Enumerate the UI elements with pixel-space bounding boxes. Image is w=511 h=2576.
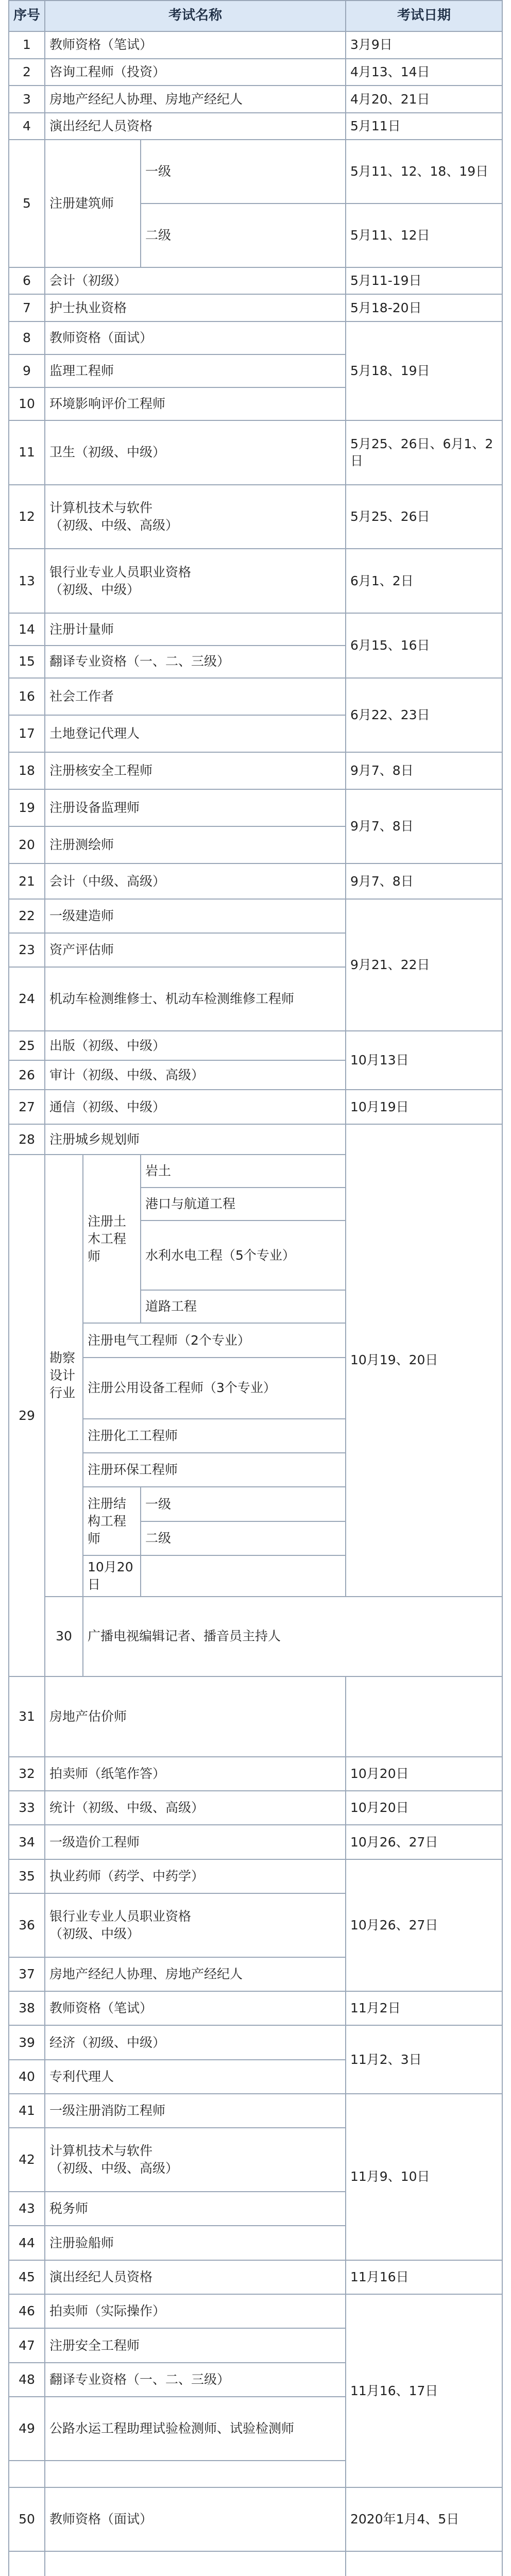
serial-cell: 26 — [9, 1060, 45, 1090]
exam-name-cell: 会计（初级） — [45, 267, 346, 295]
exam-name-cell: 注册核安全工程师 — [45, 752, 346, 789]
exam-date-cell: 6月22、23日 — [346, 678, 502, 752]
serial-cell: 14 — [9, 613, 45, 646]
serial-cell: 44 — [9, 2226, 45, 2260]
exam-date-cell: 11月16、17日 — [346, 2294, 502, 2487]
serial-cell: 18 — [9, 752, 45, 789]
serial-cell — [9, 2461, 45, 2488]
exam-date-cell: 9月7、8日 — [346, 863, 502, 899]
exam-name-cell: 注册设备监理师 — [45, 789, 346, 826]
serial-cell: 47 — [9, 2328, 45, 2362]
serial-cell: 31 — [9, 1676, 45, 1757]
serial-cell: 6 — [9, 267, 45, 295]
table-row — [9, 321, 502, 354]
table-row — [9, 59, 502, 86]
exam-date-cell: 9月7、8日 — [346, 752, 502, 789]
table-row — [9, 2260, 502, 2294]
exam-schedule-table — [8, 0, 503, 2576]
serial-cell: 35 — [9, 1859, 45, 1893]
exam-date-cell: 5月11、12、18、19日 — [346, 140, 502, 204]
exam-name-cell: 注册结构工程师 — [83, 1487, 141, 1555]
exam-date-cell: 2020年1月4、5日 — [346, 2487, 502, 2551]
serial-cell: 16 — [9, 678, 45, 715]
exam-name-cell: 会计（中级、高级） — [45, 863, 346, 899]
exam-name-cell: 经济（初级、中级） — [45, 2025, 346, 2059]
exam-date-cell: 6月1、2日 — [346, 549, 502, 613]
exam-name-cell: 计算机技术与软件 （初级、中级、高级） — [45, 485, 346, 549]
exam-date-cell: 5月25、26日 — [346, 485, 502, 549]
exam-date-cell: 10月20日 — [83, 1555, 141, 1597]
exam-name-cell: 演出经纪人员资格 — [45, 2260, 346, 2294]
table-row — [9, 1090, 502, 1124]
serial-cell: 2 — [9, 59, 45, 86]
exam-date-cell: 5月18、19日 — [346, 321, 502, 420]
exam-name-cell: 二级 — [141, 204, 346, 267]
table-row — [9, 863, 502, 899]
serial-cell: 11 — [9, 420, 45, 485]
exam-name-cell: 房地产经纪人协理、房地产经纪人 — [45, 86, 346, 113]
exam-date-cell — [346, 2551, 502, 2576]
exam-name-cell: 教师资格（面试） — [45, 321, 346, 354]
exam-name-cell: 注册电气工程师（2个专业） — [83, 1323, 346, 1357]
serial-cell: 19 — [9, 789, 45, 826]
header-row — [9, 1, 502, 31]
exam-name-cell — [45, 2461, 346, 2488]
serial-cell: 13 — [9, 549, 45, 613]
table-row — [9, 1791, 502, 1825]
exam-name-cell: 勘察设计行业 — [45, 1155, 83, 1596]
exam-name-cell: 注册城乡规划师 — [45, 1124, 346, 1155]
serial-cell: 50 — [9, 2487, 45, 2551]
serial-cell: 49 — [9, 2397, 45, 2461]
exam-name-cell: 咨询工程师（投资） — [45, 59, 346, 86]
table-row — [9, 549, 502, 613]
serial-cell: 10 — [9, 387, 45, 420]
exam-name-cell: 一级注册消防工程师 — [45, 2094, 346, 2128]
serial-cell — [9, 2551, 45, 2576]
exam-date-cell: 10月26、27日 — [346, 1859, 502, 1991]
exam-date-cell: 4月13、14日 — [346, 59, 502, 86]
serial-cell: 38 — [9, 1991, 45, 2025]
serial-cell: 48 — [9, 2363, 45, 2397]
table-body — [9, 31, 502, 2576]
table-row — [9, 2025, 502, 2059]
serial-cell: 20 — [9, 826, 45, 863]
table-row — [9, 2294, 502, 2328]
exam-date-cell: 10月20日 — [346, 1791, 502, 1825]
exam-date-cell: 11月2日 — [346, 1991, 502, 2025]
exam-name-cell: 拍卖师（实际操作） — [45, 2294, 346, 2328]
table-row — [9, 613, 502, 646]
exam-name-cell: 环境影响评价工程师 — [45, 387, 346, 420]
table-row — [9, 1991, 502, 2025]
serial-cell: 1 — [9, 31, 45, 59]
table-row — [9, 752, 502, 789]
exam-name-cell: 注册环保工程师 — [83, 1453, 346, 1487]
exam-name-cell: 银行业专业人员职业资格 （初级、中级） — [45, 549, 346, 613]
exam-name-cell: 注册验船师 — [45, 2226, 346, 2260]
serial-cell: 29 — [9, 1155, 45, 1676]
serial-cell: 37 — [9, 1957, 45, 1991]
exam-name-cell: 一级建造师 — [45, 899, 346, 933]
serial-cell: 28 — [9, 1124, 45, 1155]
exam-name-cell: 教师资格（笔试） — [45, 31, 346, 59]
table-row — [9, 294, 502, 321]
column-header-exam-name: 考试名称 — [45, 1, 346, 31]
serial-cell: 34 — [9, 1825, 45, 1859]
exam-name-cell: 道路工程 — [141, 1290, 346, 1323]
serial-cell: 41 — [9, 2094, 45, 2128]
exam-name-cell: 专利代理人 — [45, 2060, 346, 2094]
column-header-exam-date: 考试日期 — [346, 1, 502, 31]
exam-name-cell: 注册土木工程师 — [83, 1155, 141, 1323]
exam-date-cell: 11月2、3日 — [346, 2025, 502, 2094]
exam-name-cell: 护士执业资格 — [45, 294, 346, 321]
exam-name-cell: 监理工程师 — [45, 354, 346, 387]
exam-date-cell: 10月13日 — [346, 1031, 502, 1090]
serial-cell: 24 — [9, 967, 45, 1031]
exam-date-cell: 10月26、27日 — [346, 1825, 502, 1859]
serial-cell: 42 — [9, 2128, 45, 2192]
exam-date-cell: 10月20日 — [346, 1757, 502, 1791]
exam-name-cell: 岩土 — [141, 1155, 346, 1188]
exam-name-cell: 通信（初级、中级） — [45, 1090, 346, 1124]
exam-name-cell: 注册测绘师 — [45, 826, 346, 863]
exam-name-cell: 拍卖师（纸笔作答） — [45, 1757, 346, 1791]
serial-cell: 23 — [9, 933, 45, 967]
table-row — [9, 113, 502, 140]
exam-date-cell: 6月15、16日 — [346, 613, 502, 678]
table-row — [9, 1031, 502, 1060]
exam-date-cell: 11月9、10日 — [346, 2094, 502, 2260]
exam-name-cell: 银行业专业人员职业资格 （初级、中级） — [45, 1893, 346, 1957]
serial-cell: 8 — [9, 321, 45, 354]
table-row — [9, 1859, 502, 1893]
table-row — [9, 1757, 502, 1791]
exam-name-cell: 公路水运工程助理试验检测师、试验检测师 — [45, 2397, 346, 2461]
exam-name-cell: 翻译专业资格（一、二、三级） — [45, 2363, 346, 2397]
table-row — [9, 2487, 502, 2551]
table-row — [9, 1124, 502, 1155]
exam-name-cell — [45, 2551, 346, 2576]
exam-name-cell: 水利水电工程（5个专业） — [141, 1221, 346, 1290]
serial-cell: 45 — [9, 2260, 45, 2294]
serial-cell: 32 — [9, 1757, 45, 1791]
serial-cell: 46 — [9, 2294, 45, 2328]
column-header-serial: 序号 — [9, 1, 45, 31]
table-row — [9, 2551, 502, 2576]
serial-cell: 12 — [9, 485, 45, 549]
serial-cell: 25 — [9, 1031, 45, 1060]
exam-name-cell: 翻译专业资格（一、二、三级） — [45, 646, 346, 678]
exam-date-cell: 5月11-19日 — [346, 267, 502, 295]
serial-cell: 27 — [9, 1090, 45, 1124]
table-row — [9, 31, 502, 59]
exam-name-cell: 土地登记代理人 — [45, 715, 346, 752]
exam-name-cell: 一级 — [141, 140, 346, 204]
table-row — [9, 267, 502, 295]
exam-name-cell: 注册建筑师 — [45, 140, 141, 267]
exam-date-cell: 4月20、21日 — [346, 86, 502, 113]
exam-date-cell: 5月25、26日、6月1、2日 — [346, 420, 502, 485]
table-row — [9, 1676, 502, 1757]
serial-cell: 7 — [9, 294, 45, 321]
exam-name-cell: 计算机技术与软件 （初级、中级、高级） — [45, 2128, 346, 2192]
serial-cell: 4 — [9, 113, 45, 140]
exam-date-cell: 3月9日 — [346, 31, 502, 59]
serial-cell: 39 — [9, 2025, 45, 2059]
exam-name-cell: 统计（初级、中级、高级） — [45, 1791, 346, 1825]
exam-name-cell: 审计（初级、中级、高级） — [45, 1060, 346, 1090]
table-row — [9, 789, 502, 826]
table-row — [9, 899, 502, 933]
table-header — [9, 1, 502, 31]
exam-name-cell: 执业药师（药学、中药学） — [45, 1859, 346, 1893]
exam-name-cell: 社会工作者 — [45, 678, 346, 715]
exam-date-cell: 5月11、12日 — [346, 204, 502, 267]
exam-name-cell: 注册安全工程师 — [45, 2328, 346, 2362]
serial-cell: 9 — [9, 354, 45, 387]
exam-date-cell: 5月11日 — [346, 113, 502, 140]
serial-cell: 36 — [9, 1893, 45, 1957]
exam-name-cell: 港口与航道工程 — [141, 1188, 346, 1221]
exam-name-cell: 二级 — [141, 1521, 346, 1555]
table-row — [9, 140, 502, 204]
serial-cell: 33 — [9, 1791, 45, 1825]
exam-name-cell: 出版（初级、中级） — [45, 1031, 346, 1060]
serial-cell: 43 — [9, 2192, 45, 2226]
exam-name-cell: 注册公用设备工程师（3个专业） — [83, 1358, 346, 1419]
exam-name-cell: 一级造价工程师 — [45, 1825, 346, 1859]
serial-cell: 30 — [45, 1597, 83, 1677]
serial-cell: 17 — [9, 715, 45, 752]
exam-name-cell: 演出经纪人员资格 — [45, 113, 346, 140]
exam-name-cell: 注册计量师 — [45, 613, 346, 646]
serial-cell: 15 — [9, 646, 45, 678]
table-row — [9, 2094, 502, 2128]
serial-cell: 40 — [9, 2060, 45, 2094]
exam-name-cell: 机动车检测维修士、机动车检测维修工程师 — [45, 967, 346, 1031]
table-row — [9, 1597, 502, 1677]
exam-date-cell: 10月19日 — [346, 1090, 502, 1124]
exam-date-cell: 9月21、22日 — [346, 899, 502, 1031]
exam-name-cell: 广播电视编辑记者、播音员主持人 — [83, 1597, 502, 1677]
exam-date-cell: 10月19、20日 — [346, 1124, 502, 1597]
exam-date-cell: 9月7、8日 — [346, 789, 502, 863]
table-row — [9, 678, 502, 715]
serial-cell: 3 — [9, 86, 45, 113]
table-row — [9, 485, 502, 549]
exam-name-cell: 房地产估价师 — [45, 1676, 346, 1757]
exam-name-cell: 税务师 — [45, 2192, 346, 2226]
table-row — [9, 420, 502, 485]
exam-name-cell: 一级 — [141, 1487, 346, 1521]
serial-cell: 5 — [9, 140, 45, 267]
exam-date-cell: 11月16日 — [346, 2260, 502, 2294]
table-row — [9, 86, 502, 113]
exam-name-cell: 卫生（初级、中级） — [45, 420, 346, 485]
table-row — [9, 1825, 502, 1859]
exam-name-cell: 教师资格（笔试） — [45, 1991, 346, 2025]
exam-name-cell: 注册化工工程师 — [83, 1419, 346, 1453]
serial-cell: 21 — [9, 863, 45, 899]
exam-name-cell: 房地产经纪人协理、房地产经纪人 — [45, 1957, 346, 1991]
exam-name-cell: 教师资格（面试） — [45, 2487, 346, 2551]
exam-name-cell: 资产评估师 — [45, 933, 346, 967]
exam-date-cell: 5月18-20日 — [346, 294, 502, 321]
serial-cell: 22 — [9, 899, 45, 933]
